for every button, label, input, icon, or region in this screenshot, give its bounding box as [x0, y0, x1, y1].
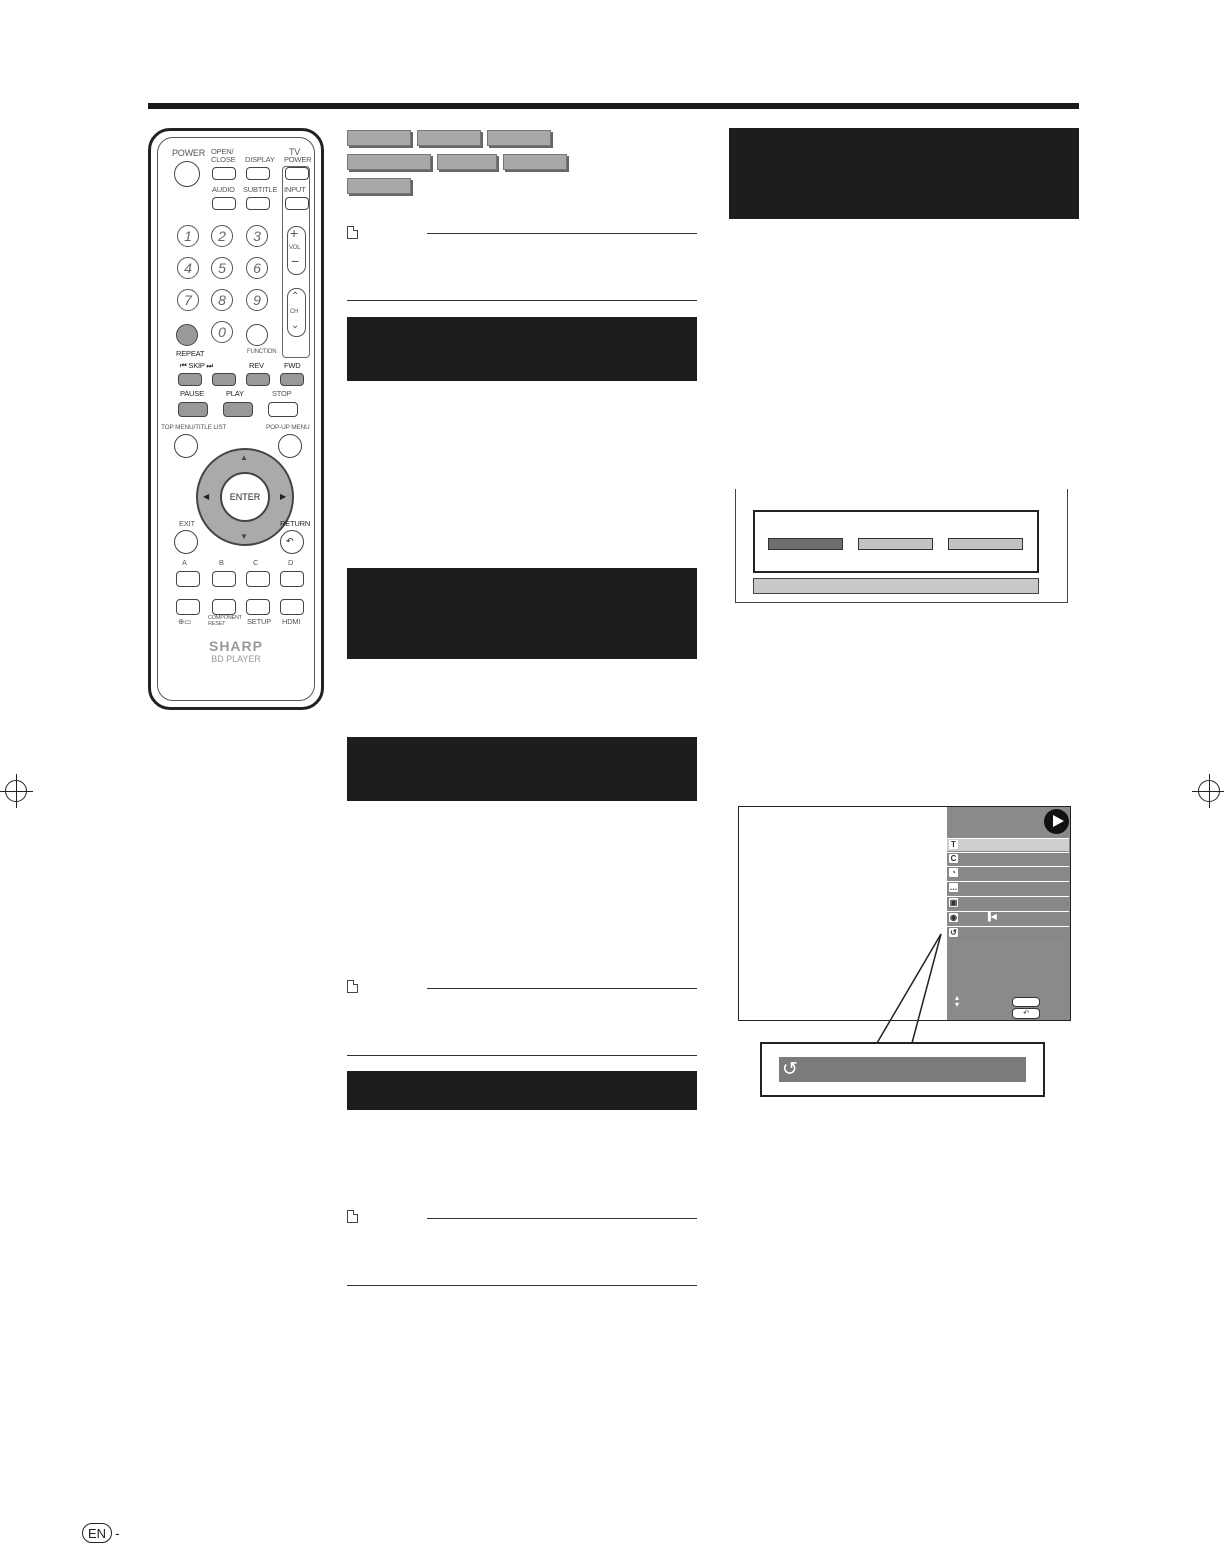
input-label: INPUT [284, 185, 306, 194]
rev-label: REV [249, 361, 264, 370]
top-menu-label: TOP MENU/TITLE LIST [161, 424, 227, 431]
play-button[interactable] [223, 402, 253, 417]
return-label: RETURN [280, 519, 311, 528]
color-a-label: A [182, 558, 187, 567]
audio-label: AUDIO [212, 185, 235, 194]
clock-icon: ◔ [949, 868, 958, 877]
channel-rocker[interactable] [287, 288, 306, 337]
input-button[interactable] [285, 197, 309, 210]
disc-type-tag [503, 154, 567, 170]
number-button-8[interactable]: 8 [211, 289, 233, 311]
repeat-option[interactable] [858, 538, 933, 550]
stop-label: STOP [272, 389, 292, 398]
number-button-9[interactable]: 9 [246, 289, 268, 311]
setup-label: SETUP [247, 617, 272, 626]
disc-type-tag [437, 154, 497, 170]
menu-row-repeat[interactable] [947, 926, 1069, 939]
menu-row-time[interactable] [947, 866, 1069, 879]
subtitle-button[interactable] [246, 197, 270, 210]
disc-type-tag [487, 130, 551, 146]
fwd-button[interactable] [280, 373, 304, 386]
popup-menu-label: POP-UP MENU [266, 424, 310, 431]
function-label: FUNCTION [247, 349, 277, 355]
note-icon [347, 980, 358, 993]
disc-type-tag [347, 130, 411, 146]
popup-menu-button[interactable] [278, 434, 302, 458]
note-header-rule [427, 988, 697, 989]
remote-control-illustration [148, 128, 324, 710]
enter-button[interactable]: ENTER [220, 472, 270, 522]
tv-power-button[interactable] [285, 167, 309, 180]
note-header-rule [427, 1218, 697, 1219]
registration-mark [1198, 780, 1220, 802]
component-reset-button[interactable] [212, 599, 236, 615]
section-heading-bar [729, 128, 1079, 219]
display-label: DISPLAY [245, 155, 275, 164]
dimmer-icon: ⊕▭ [178, 617, 191, 626]
page-number-separator: - [115, 1525, 120, 1541]
number-button-7[interactable]: 7 [177, 289, 199, 311]
return-icon: ↶ [286, 536, 294, 546]
disc-type-tag [347, 178, 411, 194]
language-badge: EN [82, 1523, 112, 1543]
repeat-icon: ↺ [782, 1059, 798, 1080]
angle-icon: ▣ [949, 898, 958, 907]
ch-label: CH [290, 309, 299, 315]
hdmi-label: HDMI [282, 617, 301, 626]
audio-icon: ◉ [950, 913, 957, 922]
color-d-label: D [288, 558, 294, 567]
play-label: PLAY [226, 389, 244, 398]
repeat-option-selected[interactable] [768, 538, 843, 550]
number-button-5[interactable]: 5 [211, 257, 233, 279]
open-close-button[interactable] [212, 167, 236, 180]
repeat-icon: ↺ [950, 928, 957, 937]
color-b-button[interactable] [212, 571, 236, 587]
number-button-0[interactable]: 0 [211, 321, 233, 343]
section-heading-bar [347, 737, 697, 801]
up-arrow-icon: ▲ [240, 453, 248, 462]
section-heading-bar [347, 1071, 697, 1110]
note-footer-rule [347, 1285, 697, 1286]
registration-mark [5, 780, 27, 802]
pause-label: PAUSE [180, 389, 204, 398]
fwd-label: FWD [284, 361, 301, 370]
top-rule [148, 103, 1079, 109]
disc-type-tag [347, 154, 431, 170]
color-c-label: C [253, 558, 259, 567]
note-icon [347, 1210, 358, 1223]
left-arrow-icon: ◀ [203, 492, 209, 501]
note-footer-rule [347, 300, 697, 301]
section-heading-bar [347, 568, 697, 659]
hdmi-button[interactable] [280, 599, 304, 615]
model-label: BD PLAYER [211, 654, 261, 664]
note-header-rule [427, 233, 697, 234]
note-footer-rule [347, 1055, 697, 1056]
play-status-icon [1044, 809, 1069, 834]
return-key-icon: ↶ [1012, 1008, 1040, 1019]
section-heading-bar [347, 317, 697, 381]
repeat-option[interactable] [948, 538, 1023, 550]
display-button[interactable] [246, 167, 270, 180]
subtitle-icon: … [949, 883, 958, 892]
disc-type-tag [417, 130, 481, 146]
skip-forward-button[interactable] [212, 373, 236, 386]
menu-row-subtitle[interactable] [947, 881, 1069, 894]
menu-row-audio[interactable] [947, 911, 1069, 924]
tv-power-label: POWER [284, 155, 312, 164]
pause-button[interactable] [178, 402, 208, 417]
dimmer-button[interactable] [176, 599, 200, 615]
vol-plus-label: + [290, 225, 298, 241]
repeat-status-bar [753, 578, 1039, 594]
subtitle-label: SUBTITLE [243, 185, 278, 194]
audio-channel-icon: ▐◀ [985, 912, 997, 921]
number-button-4[interactable]: 4 [177, 257, 199, 279]
skip-label: ⏮ SKIP ⏭ [180, 361, 214, 370]
setup-button[interactable] [246, 599, 270, 615]
repeat-callout-bar [779, 1057, 1026, 1082]
ch-up-icon: ⌃ [291, 291, 300, 302]
audio-button[interactable] [212, 197, 236, 210]
menu-row-chapter[interactable] [947, 852, 1069, 865]
down-arrow-icon: ▼ [240, 532, 248, 541]
chapter-icon: C [950, 854, 957, 863]
repeat-label: REPEAT [176, 349, 205, 358]
menu-row-angle[interactable] [947, 896, 1069, 909]
exit-label: EXIT [179, 519, 195, 528]
power-label: POWER [172, 148, 206, 158]
component-reset-label: COMPONENT RESET [208, 615, 242, 627]
number-button-1[interactable]: 1 [177, 225, 199, 247]
skip-back-button[interactable] [178, 373, 202, 386]
repeat-button[interactable] [176, 324, 198, 346]
up-down-icon: ▴ ▾ [955, 993, 960, 1009]
vol-minus-label: − [291, 253, 299, 269]
vol-label: VOL [289, 245, 301, 251]
menu-row-title[interactable] [947, 838, 1069, 851]
color-c-button[interactable] [246, 571, 270, 587]
rev-button[interactable] [246, 373, 270, 386]
number-button-2[interactable]: 2 [211, 225, 233, 247]
brand-logo: SHARP [208, 638, 263, 654]
top-menu-button[interactable] [174, 434, 198, 458]
tv-label: TV [289, 147, 301, 157]
note-icon [347, 226, 358, 239]
color-a-button[interactable] [176, 571, 200, 587]
number-button-3[interactable]: 3 [246, 225, 268, 247]
volume-rocker[interactable] [287, 226, 306, 275]
color-b-label: B [219, 558, 224, 567]
stop-button[interactable] [268, 402, 298, 417]
open-close-label: OPEN/ CLOSE [211, 147, 236, 164]
right-arrow-icon: ▶ [280, 492, 286, 501]
return-button[interactable] [280, 530, 304, 554]
function-button[interactable] [246, 324, 268, 346]
ch-down-icon: ⌄ [291, 320, 300, 331]
title-icon: T [949, 840, 958, 849]
exit-button[interactable] [174, 530, 198, 554]
number-button-6[interactable]: 6 [246, 257, 268, 279]
enter-key-icon [1012, 997, 1040, 1007]
power-button[interactable] [174, 161, 200, 187]
color-d-button[interactable] [280, 571, 304, 587]
